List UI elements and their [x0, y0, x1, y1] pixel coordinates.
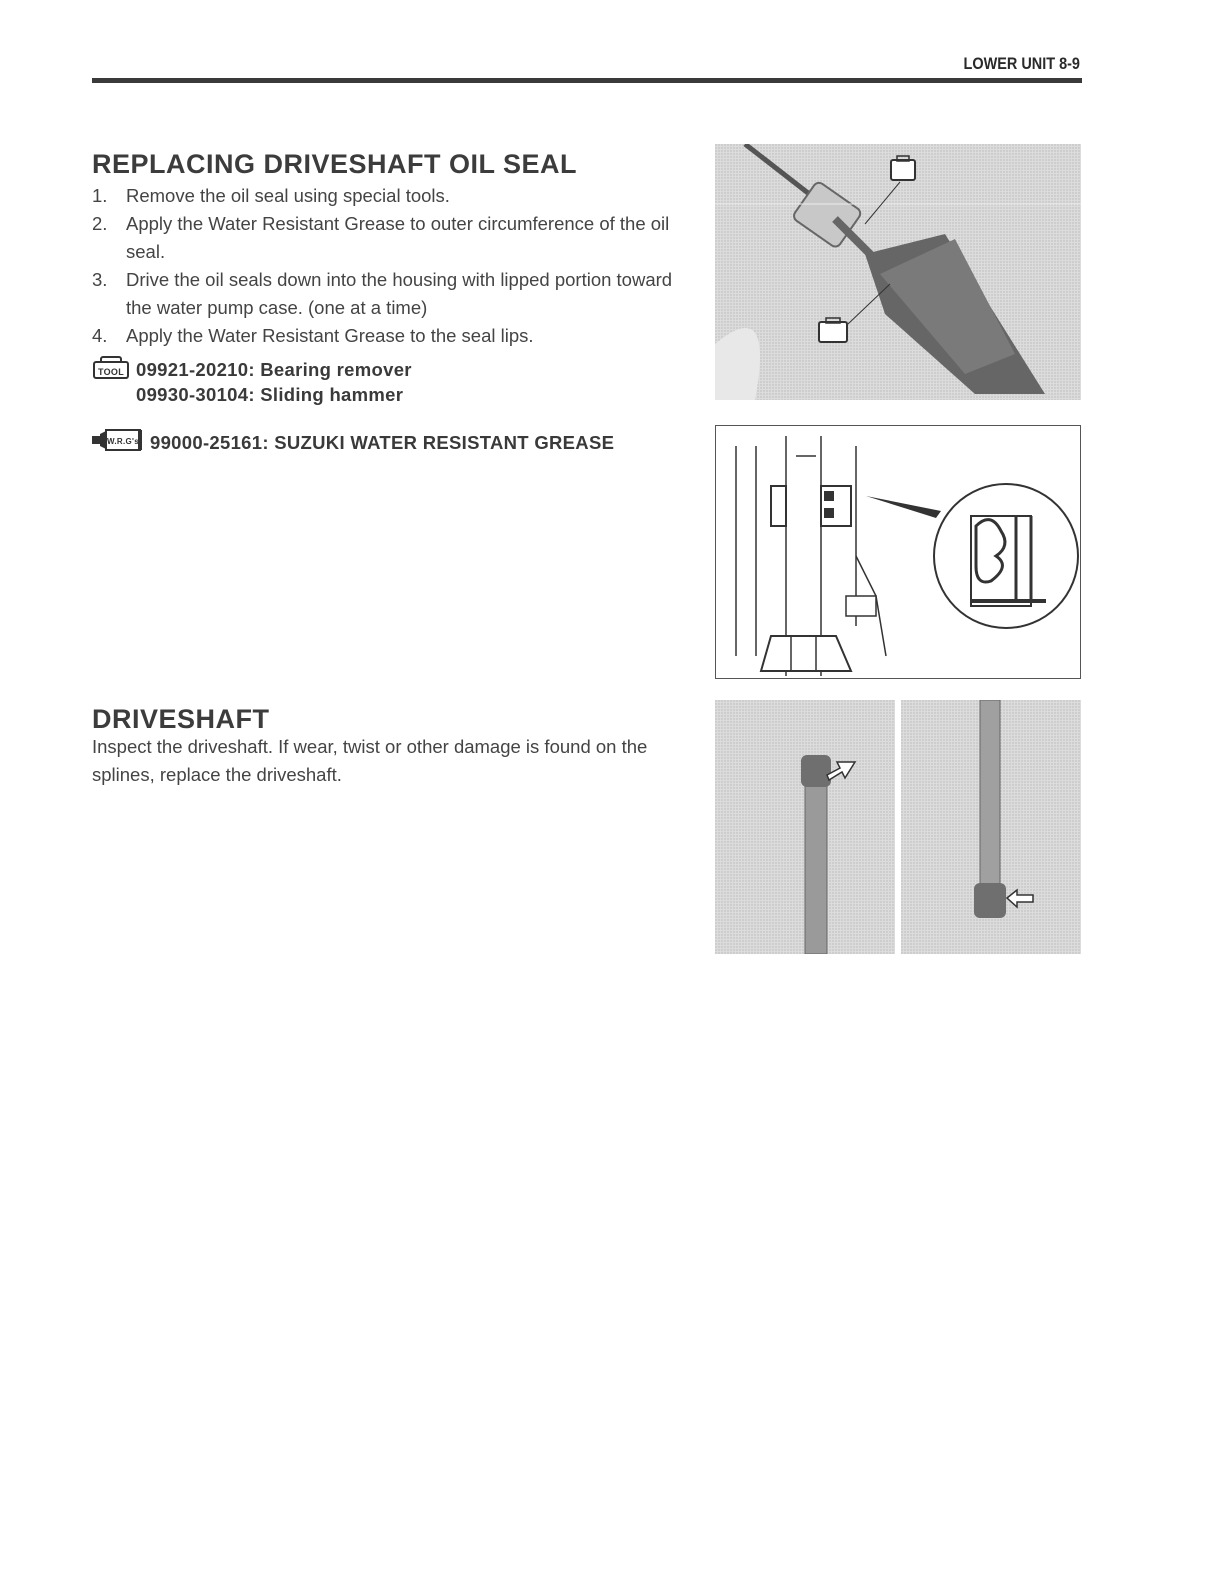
grease-tube-icon: [92, 427, 144, 458]
step-number: 3.: [92, 269, 108, 290]
grease-icon-label: W.R.G's: [106, 437, 140, 446]
header-rule: [92, 78, 1082, 83]
driveshaft-spline-photos: [715, 700, 1081, 954]
step-text: Remove the oil seal using special tools.: [126, 185, 450, 206]
seal-steps-list: [92, 182, 692, 350]
special-tool-2: [136, 384, 403, 406]
step-number: 2.: [92, 213, 108, 234]
step-number: 4.: [92, 325, 108, 346]
tool-text: 09930-30104: Sliding hammer: [136, 384, 404, 405]
step-text: Apply the Water Resistant Grease to outer circumference of the oil seal.: [126, 213, 670, 262]
driveshaft-body-text: Inspect the driveshaft. If wear, twist or other damage is found on the splines, replace the driveshaft.: [92, 736, 648, 785]
list-item: [92, 322, 692, 350]
special-tool-1: [92, 356, 412, 385]
tool-icon: [891, 156, 915, 180]
step-text: Drive the oil seals down into the housing with lipped portion toward the water pump case. (one at a time): [126, 269, 673, 318]
tool-icon: [92, 356, 130, 385]
grease-callout: [92, 427, 614, 458]
list-item: [92, 266, 692, 322]
tool-text: 09921-20210: Bearing remover: [136, 359, 412, 380]
seal-orientation-diagram: [715, 425, 1081, 679]
seal-removal-photo: [715, 144, 1081, 400]
tool-icon: [819, 318, 847, 342]
tool-icon-label: TOOL: [97, 367, 125, 377]
step-number: 1.: [92, 185, 108, 206]
driveshaft-section-title: DRIVESHAFT: [92, 704, 270, 734]
list-item: [92, 210, 692, 266]
section-page-label: LOWER UNIT 8-9: [963, 54, 1080, 73]
list-item: [92, 182, 692, 210]
step-text: Apply the Water Resistant Grease to the seal lips.: [126, 325, 534, 346]
seal-section-title: REPLACING DRIVESHAFT OIL SEAL: [92, 149, 578, 179]
grease-text: 99000-25161: SUZUKI WATER RESISTANT GREASE: [150, 432, 615, 453]
